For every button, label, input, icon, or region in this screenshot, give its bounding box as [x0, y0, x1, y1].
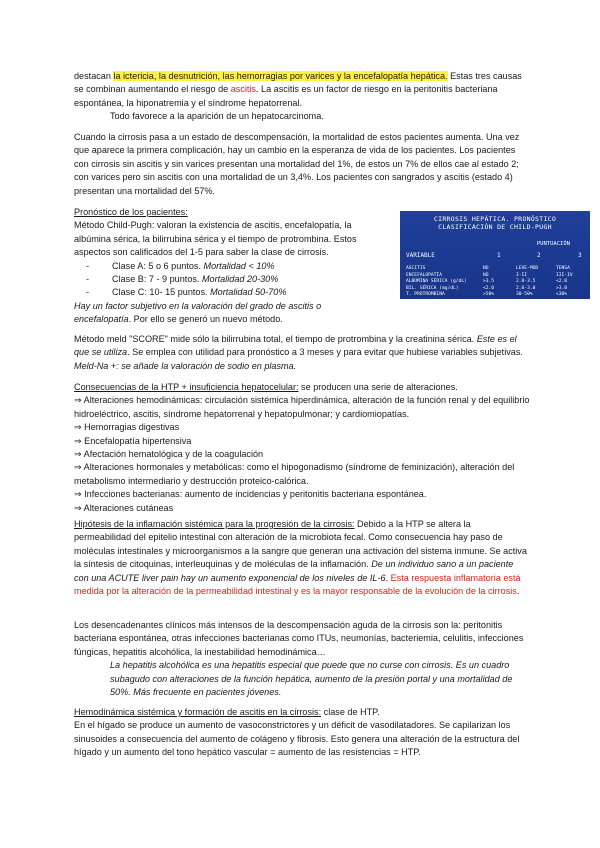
class-c-item: - Clase C: 10- 15 puntos. Mortalidad 50-70%: [86, 287, 287, 298]
consequences-section: Consecuencias de la HTP + insuficiencia hepatocelular: se producen una serie de alteraciones. ⇒ Alteraciones hemodinámicas: circulación sistémica hiperdinámica, alteración de la función renal y del equilibrio hidroeléctrico, ascitis, síndrome hepatorrenal y hepatopulmonar; y cardiomiopatías. ⇒ Hemorragias digestivas ⇒ Encefalopatía hipertensiva ⇒ Afectación hematológica y de la coagulación ⇒ Alteraciones hormonales y metabólicas: como el hipogonadismo (síndrome de feminización), alteración del metabolismo intermediario y destrucción proteico-calórica. ⇒ Infecciones bacterianas: aumento de incidencias y peritonitis bacteriana espontánea. ⇒ Alteraciones cutáneas: [74, 381, 530, 515]
italic-text: De un individuo sano a un paciente con una ACUTE liver pain hay un aumento exponencial de los niveles de IL-6: [74, 559, 514, 583]
header-col-2: 2: [537, 252, 541, 259]
class-b-item: - Clase B: 7 - 9 puntos. Mortalidad 20-30%: [86, 274, 279, 285]
list-item: ⇒ Infecciones bacterianas: aumento de incidencias y peritonitis bacteriana espontánea.: [74, 489, 427, 500]
list-item: ⇒ Hemorragias digestivas: [74, 422, 180, 433]
list-item: ⇒ Afectación hematológica y de la coagulación: [74, 449, 264, 460]
italic-text: Meld-Na +: se añade la valoración de sodio en plasma.: [74, 360, 297, 371]
text-span: . La ascitis es un factor de riesgo en la peritonitis bacteriana espontánea, la hiponatremia y el síndrome hepatorrenal.: [74, 84, 498, 108]
text-line: albúmina sérica, la bilirrubina sérica y el tiempo de protrombina. Estos: [74, 233, 357, 244]
header-col-3: 3: [578, 252, 582, 259]
class-a-item: - Clase A: 5 o 6 puntos. Mortalidad < 10%: [86, 260, 275, 271]
italic-note: Hay un factor subjetivo en la valoración del grado de ascitis o: [74, 300, 322, 311]
header-col-1: 1: [497, 252, 501, 259]
table-row: ENCEFALOPATÍA NO I-II III-IV: [406, 272, 573, 278]
header-variable: VARIABLE: [406, 252, 435, 259]
table-body: [406, 266, 584, 299]
highlighted-text: la ictericia, la desnutrición, las hemorragias por varices y la encefalopatía hepática.: [113, 71, 448, 81]
section-title-consequences: Consecuencias de la HTP + insuficiencia hepatocelular:: [74, 382, 299, 392]
section-title-prognosis: Pronóstico de los pacientes:: [74, 207, 188, 217]
text-line: encefalopatía. Por ello se generó un nuevo método.: [74, 314, 283, 325]
list-item: ⇒ Alteraciones cutáneas: [74, 502, 174, 513]
child-pugh-table-image: [400, 211, 590, 299]
text-line: aspectos son calificados del 1-5 para saber la clase de cirrosis.: [74, 247, 329, 258]
paragraph-hemodynamics: Hemodinámica sistémica y formación de ascitis en la cirrosis: clase de HTP. En el hígado se produce un aumento de vasoconstrictores y un déficit de vasodilatadores. Se capilarizan los sinusoides a consecuencia del aumento de colágeno y fibrosis. Esto genera una alteración de la estructura del hígado y un aumento del tono hepático vascular = aumento de las resistencias = HTP.: [74, 707, 520, 758]
paragraph-mortality: Cuando la cirrosis pasa a un estado de descompensación, la mortalidad de estos pacientes aumenta. Una vez que aparece la primera complicación, hay un cambio en la esperanza de vida de los pacientes. Los pacientes con cirrosis sin ascitis y sin varices presentan una mortalidad del 1%, de estos un 7% de ellos cae al estado 2; con varices pero sin ascitis con una mortalidad de un 3,4%. Los pacientes con sangrados y ascitis (estado 4) presentan una mortalidad del 57%.: [74, 132, 520, 196]
text-span: Estas tres causas se combinan aumentando el riesgo de: [74, 71, 522, 95]
table-row: T. PROTROMBINA >50% 30-50% <30%: [406, 292, 568, 297]
paragraph-inflammation-hypothesis: Hipótesis de la inflamación sistémica para la progresión de la cirrosis: Debido a la HTP se altera la permeabilidad del epitelio intestinal con alteración de la microbiota fecal. Como consecuencia hay paso de moléculas intestinales y microorganismos a la sangre que generan una activación del sistema inmune. Se activa la síntesis de citoquinas, interleuquinas y de moléculas de la inflamación. De un individuo sano a un paciente con una ACUTE liver pain hay un aumento exponencial de los niveles de IL-6. Esta respuesta inflamatoria está medida por la alteración de la permeabilidad intestinal y es la mayor responsable de la evolución de la cirrosis.: [74, 519, 527, 597]
table-subheader-puntuacion: PUNTUACIÓN: [536, 241, 570, 247]
red-text: Esta respuesta inflamatoria está medida por la alteración de la permeabilidad intestinal y es la mayor responsable de la evolución de la cirrosis: [74, 572, 521, 597]
list-item: ⇒ Encefalopatía hipertensiva: [74, 435, 192, 446]
indented-line: Todo favorece a la aparición de un hepatocarcinoma.: [110, 111, 324, 122]
table-row: ALBÚMINA SÉRICA (g/dL) >3.5 2.8-3.5 <2.8: [406, 279, 568, 284]
italic-text: Este es el que se utiliza: [74, 334, 517, 358]
paragraph-meld: Método meld "SCORE" mide sólo la bilirrubina total, el tiempo de protrombina y la creatinina sérica. Este es el que se utiliza. Se emplea con utilidad para pronóstico a 3 meses y para evitar que hubiese variables subjetivas. Meld-Na +: se añade la valoración de sodio en plasma.: [74, 334, 523, 371]
italic-paragraph: La hepatitis alcohólica es una hepatitis especial que puede que no curse con cirrosis. Es un cuadro subagudo con alteraciones de la función hepática, aumento de la presión portal y una mortalidad de 50%. Más frecuente en pacientes jóvenes.: [110, 660, 513, 698]
text-span: destacan: [74, 71, 114, 81]
section-title-hypothesis: Hipótesis de la inflamación sistémica para la progresión de la cirrosis:: [74, 519, 355, 529]
prognosis-section: [74, 206, 394, 327]
table-row: BIL. SÉRICA (mg/dL) <2.0 2.0-3.0 >3.0: [406, 285, 568, 291]
table-title: CIRROSIS HEPÁTICA. PRONÓSTICO CLASIFICACIÓN DE CHILD-PUGH: [433, 215, 557, 231]
table-row: ASCITIS NO LEVE-MOD TENSA: [406, 266, 570, 271]
list-item: ⇒ Alteraciones hormonales y metabólicas: como el hipogonadismo (síndrome de feminización), alteración del metabolismo intermediario y destrucción proteico-calórica.: [74, 462, 515, 486]
table-header: [406, 249, 584, 259]
section-title-hemodynamics: Hemodinámica sistémica y formación de ascitis en la cirrosis:: [74, 707, 322, 717]
paragraph-triggers: Los desencadenantes clínicos más intensos de la descompensación aguda de la cirrosis son la: peritonitis bacteriana espontánea, otras infecciones bacterianas como ITUs, neumonías, bacteriemia, celulitis, infecciones fúngicas, hepatitis alcohólica, la inestabilidad hemodinámica… La hepatitis alcohólica es una hepatitis especial que puede que no curse con cirrosis. Es un cuadro subagudo con alteraciones de la función hepática, aumento de la presión portal y una mortalidad de 50%. Más frecuente en pacientes jóvenes.: [74, 619, 530, 699]
text-line: Método Child-Pugh: valoran la existencia de ascitis, encefalopatía, la: [74, 220, 352, 231]
list-item: ⇒ Alteraciones hemodinámicas: circulación sistémica hiperdinámica, alteración de la función renal y del equilibrio hidroeléctrico, ascitis, síndrome hepatorrenal y hepatopulmonar; y cardiomiopatías.: [74, 395, 530, 419]
paragraph-complications: [74, 70, 530, 124]
red-text-ascitis: ascitis: [230, 84, 256, 95]
